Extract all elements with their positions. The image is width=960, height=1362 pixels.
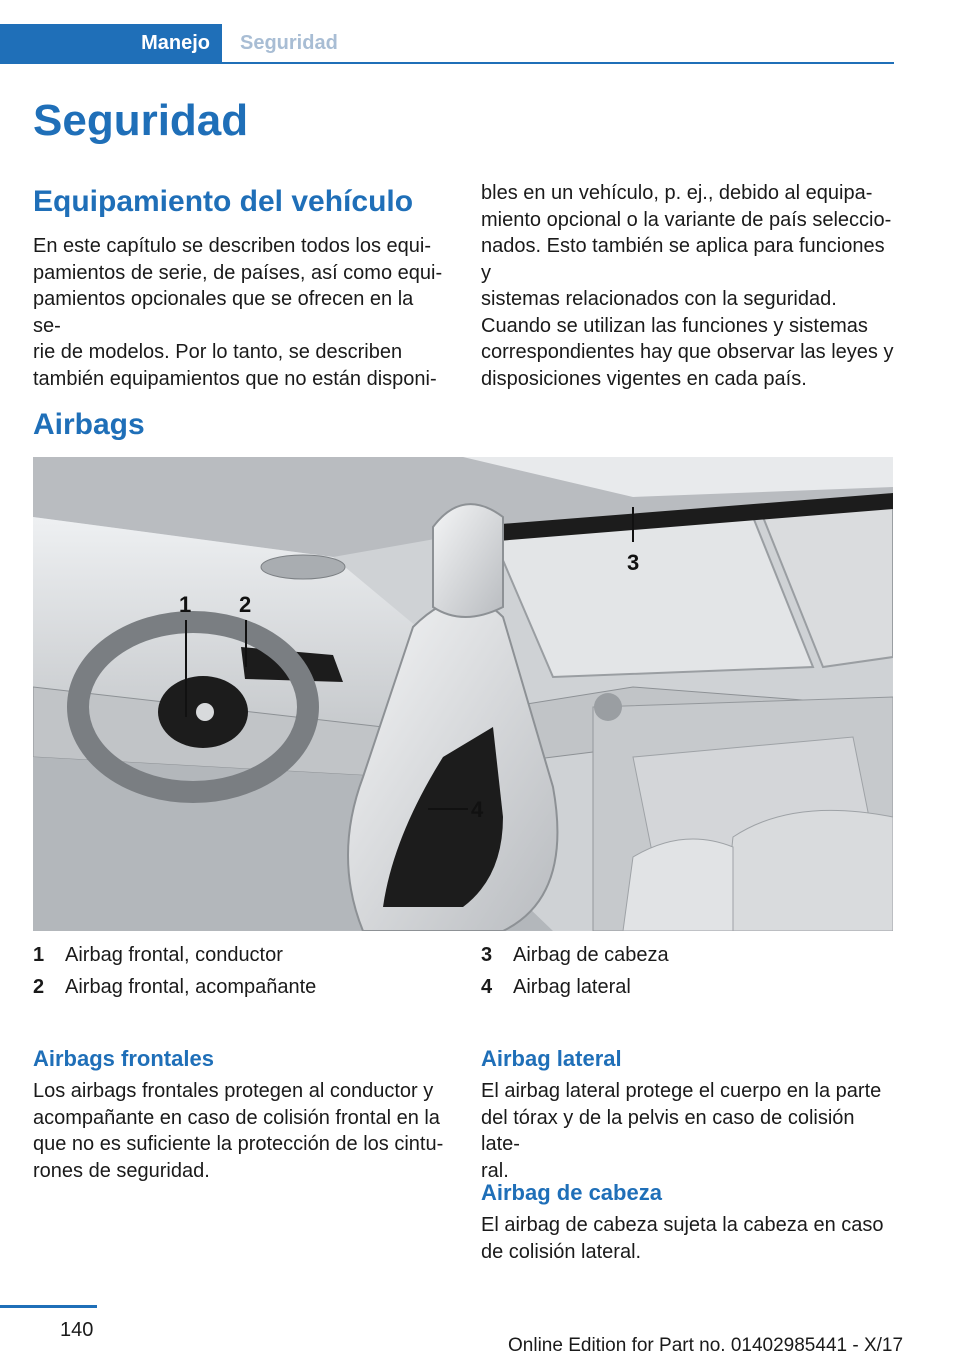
legend-text: Airbag de cabeza [513,944,669,966]
intro-column-2 [481,180,896,392]
text-line: El airbag lateral protege el cuerpo en la parte [481,1080,882,1102]
cabeza-paragraph [481,1212,896,1265]
text-line: correspondientes hay que observar las leyes y [481,341,894,363]
footer-rule [0,1305,97,1308]
text-line: Los airbags frontales protegen al conductor y [33,1080,434,1102]
text-line: Cuando se utilizan las funciones y sistemas [481,314,868,337]
figure-legend-left [33,944,453,1008]
text-line: nados. Esto también se aplica para funciones y [481,235,885,284]
legend-number: 3 [481,944,493,966]
page-title: Seguridad [33,96,249,145]
text-line: sistemas relacionados con la seguridad. [481,288,837,310]
text-line: rones de seguridad. [33,1159,210,1182]
car-interior-illustration [33,457,893,931]
legend-text: Airbag frontal, conductor [65,944,283,966]
subheading-airbags-frontales: Airbags frontales [33,1046,214,1071]
legend-item [33,944,453,976]
legend-item [33,976,453,1008]
edition-footer: Online Edition for Part no. 01402985441 - X/17 [508,1335,904,1356]
legend-number: 4 [481,976,493,998]
text-line: El airbag de cabeza sujeta la cabeza en caso [481,1214,884,1236]
airbags-figure [33,457,893,931]
text-line: ral. [481,1159,509,1182]
frontales-paragraph [33,1078,453,1184]
text-line: bles en un vehículo, p. ej., debido al equipa- [481,182,873,204]
callout-2: 2 [239,592,252,617]
intro-column-1 [33,233,443,392]
callout-4: 4 [471,797,484,822]
lateral-paragraph [481,1078,896,1184]
text-line: también equipamientos que no están disponi- [33,367,437,390]
legend-text: Airbag frontal, acompañante [65,976,317,998]
callout-3: 3 [627,550,640,575]
legend-number: 2 [33,976,45,998]
header-tabs [0,24,894,64]
text-line: acompañante en caso de colisión frontal en la [33,1106,440,1129]
text-line: En este capítulo se describen todos los equi- [33,235,432,257]
text-line: de colisión lateral. [481,1240,642,1263]
text-line: pamientos de serie, de países, así como equi- [33,261,443,284]
text-line: miento opcional o la variante de país seleccio- [481,208,892,231]
legend-item [481,944,896,976]
legend-item [481,976,896,1008]
text-line: pamientos opcionales que se ofrecen en la se- [33,288,414,337]
callout-1: 1 [179,592,192,617]
tab-manejo[interactable]: Manejo [0,24,222,62]
figure-legend-right [481,944,896,1008]
subheading-airbag-lateral: Airbag lateral [481,1046,622,1071]
subheading-airbag-de-cabeza: Airbag de cabeza [481,1180,662,1205]
legend-number: 1 [33,944,45,966]
text-line: disposiciones vigentes en cada país. [481,367,807,390]
legend-text: Airbag lateral [513,976,631,998]
text-line: del tórax y de la pelvis en caso de colisión late- [481,1106,855,1155]
text-line: rie de modelos. Por lo tanto, se describen [33,341,403,363]
section-heading-airbags: Airbags [33,408,145,441]
tab-seguridad[interactable]: Seguridad [240,32,338,54]
section-heading-equipamiento: Equipamiento del vehículo [33,185,414,218]
page-number: 140 [60,1319,94,1341]
text-line: que no es suficiente la protección de los cintu- [33,1133,444,1155]
